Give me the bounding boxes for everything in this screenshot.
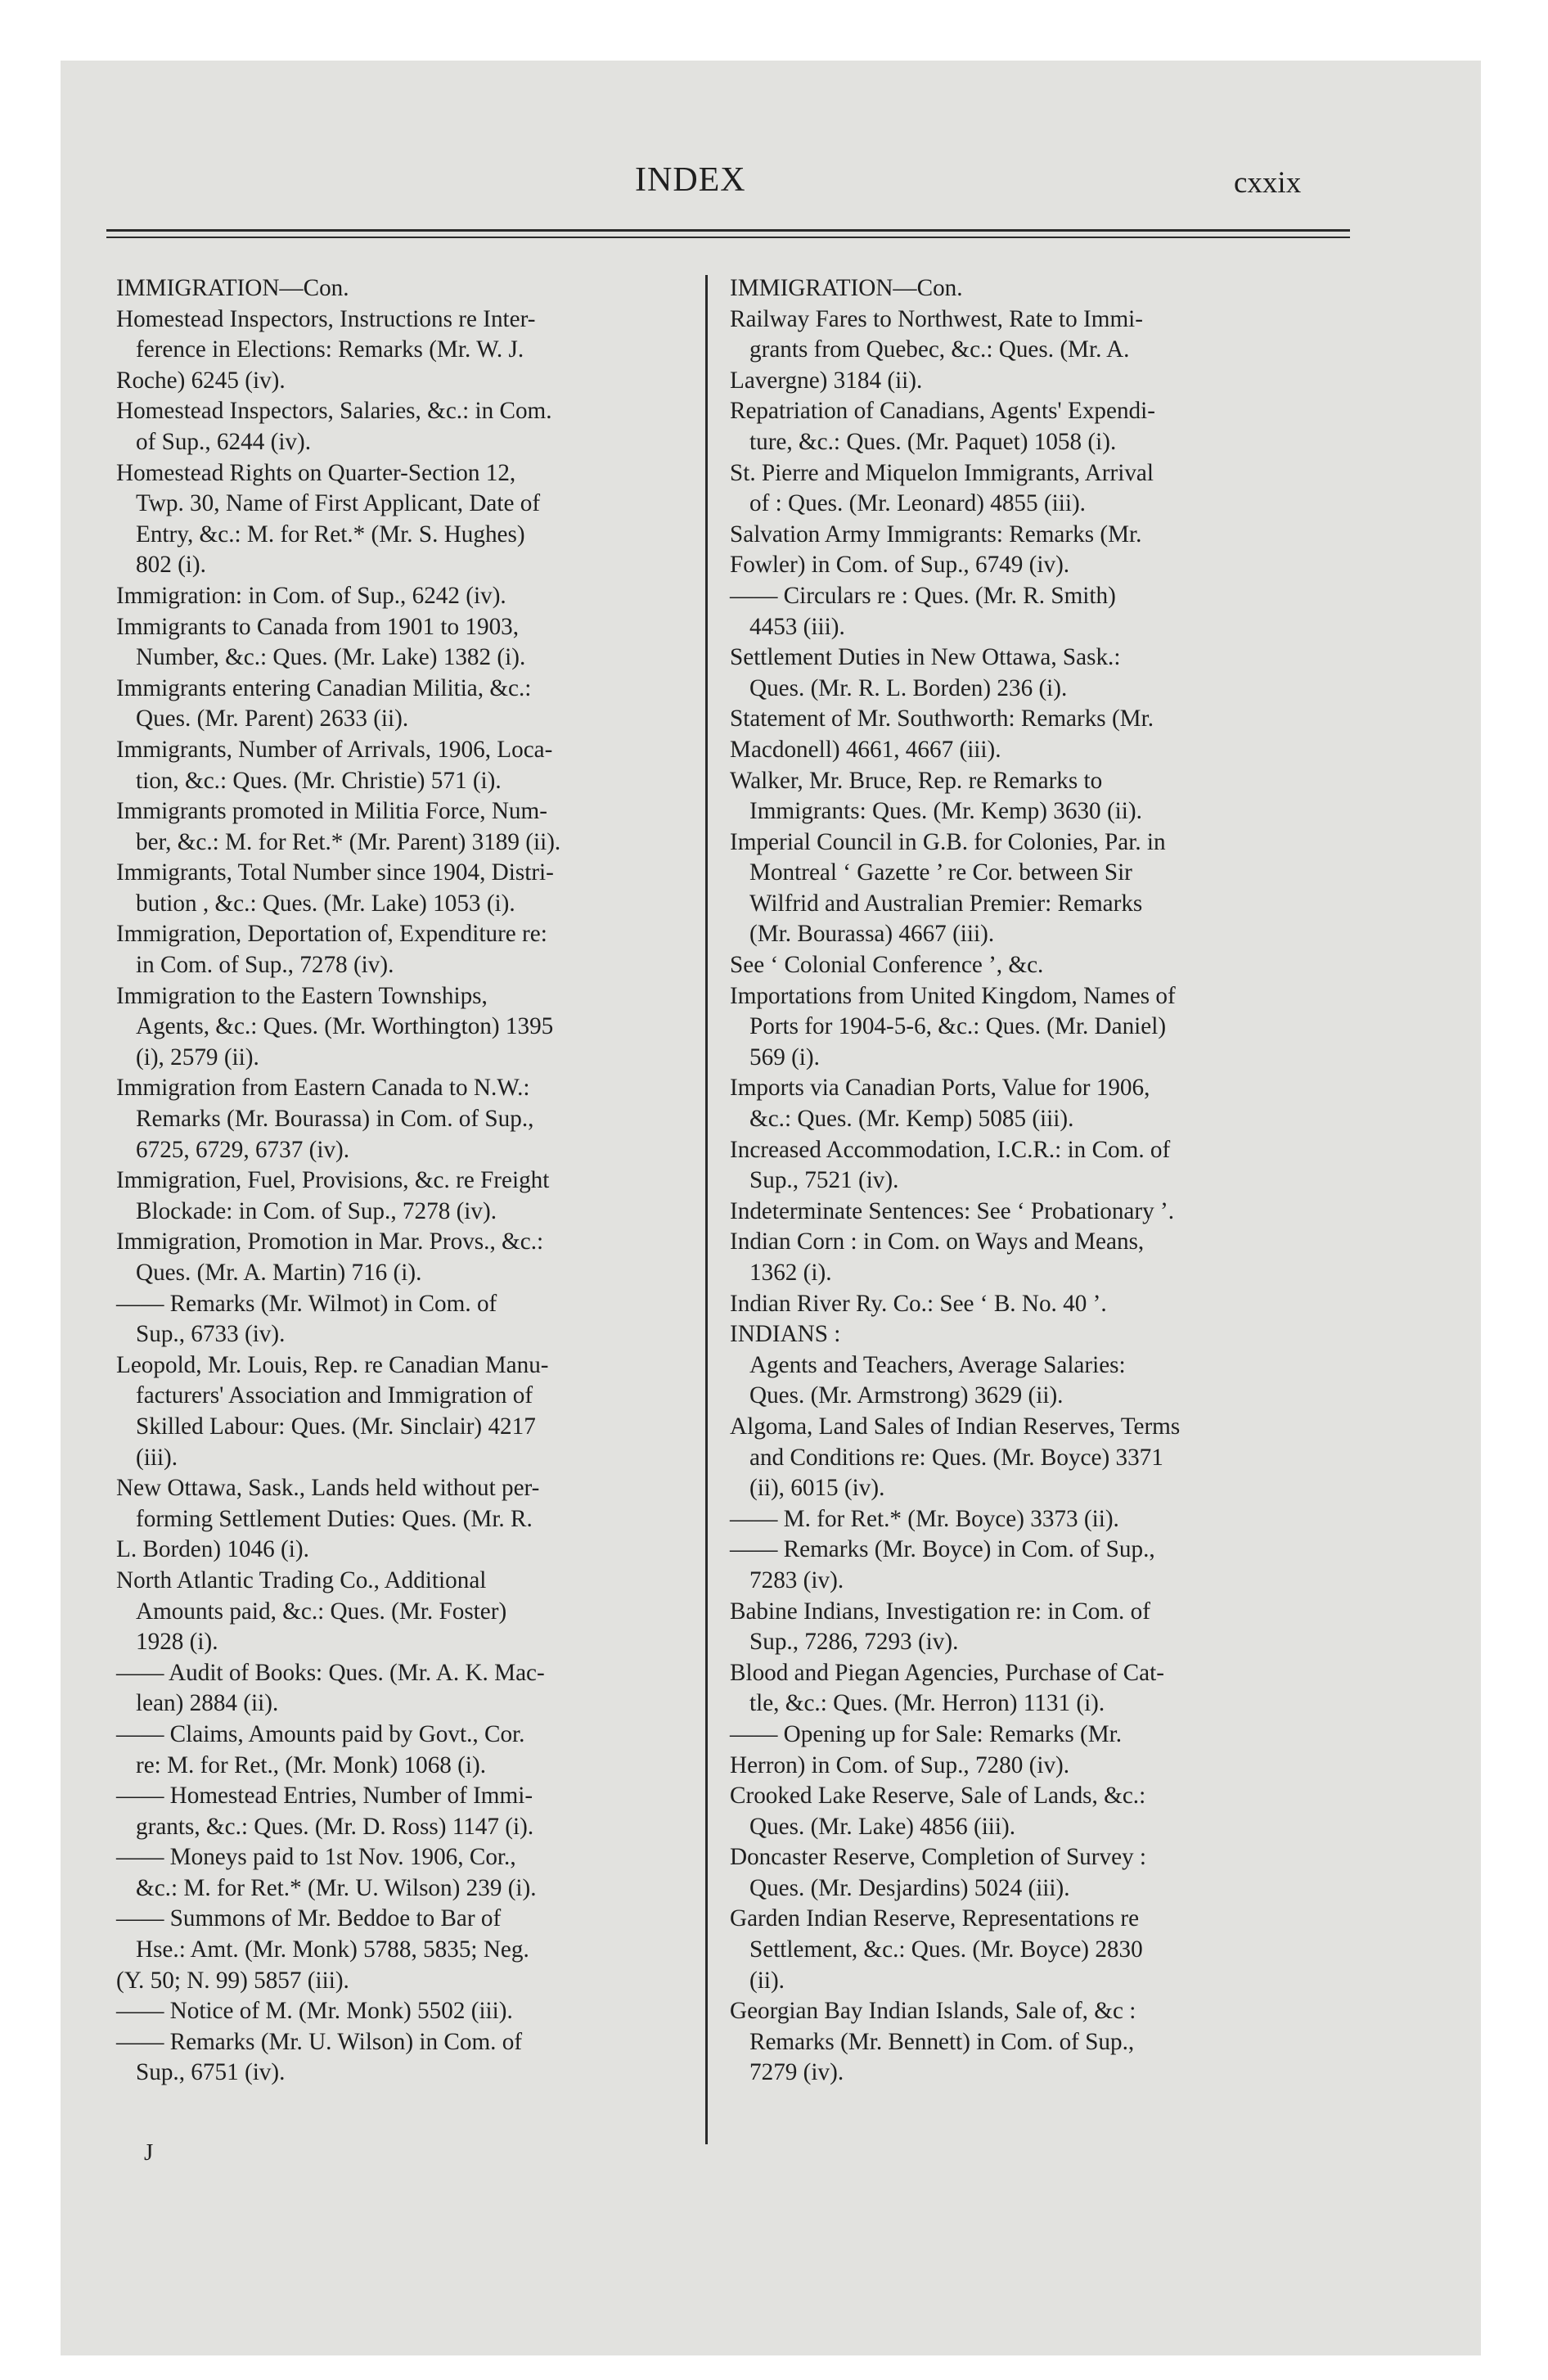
index-line: Sup., 7521 (iv). xyxy=(749,1167,899,1194)
index-line: Immigrants, Total Number since 1904, Distri- xyxy=(116,859,554,886)
index-line: Indeterminate Sentences: See ‘ Probationary ’. xyxy=(730,1197,1175,1224)
index-line: Settlement Duties in New Ottawa, Sask.: xyxy=(730,644,1121,671)
index-line: 4453 (iii). xyxy=(749,613,845,640)
index-line: of : Ques. (Mr. Leonard) 4855 (iii). xyxy=(749,490,1086,517)
index-line: INDIANS : xyxy=(730,1321,841,1348)
index-line: Herron) in Com. of Sup., 7280 (iv). xyxy=(730,1751,1070,1778)
index-line: Crooked Lake Reserve, Sale of Lands, &c.: xyxy=(730,1783,1146,1810)
index-line: tle, &c.: Ques. (Mr. Herron) 1131 (i). xyxy=(749,1690,1105,1717)
index-line: New Ottawa, Sask., Lands held without per- xyxy=(116,1475,540,1502)
header-rule-top xyxy=(106,229,1350,232)
index-line: Wilfrid and Australian Premier: Remarks xyxy=(749,890,1143,917)
index-line: Sup., 6751 (iv). xyxy=(136,2059,286,2086)
index-line: Montreal ‘ Gazette ’ re Cor. between Sir xyxy=(749,859,1132,886)
index-line: &c.: Ques. (Mr. Kemp) 5085 (iii). xyxy=(749,1106,1074,1133)
index-line: —— Opening up for Sale: Remarks (Mr. xyxy=(730,1720,1123,1747)
index-line: Immigrants entering Canadian Militia, &c.: xyxy=(116,674,532,701)
index-line: —— Audit of Books: Ques. (Mr. A. K. Mac- xyxy=(116,1659,545,1686)
index-line: Agents, &c.: Ques. (Mr. Worthington) 1395 xyxy=(136,1013,554,1040)
index-line: Repatriation of Canadians, Agents' Expendi- xyxy=(730,398,1155,425)
index-line: Ques. (Mr. Armstrong) 3629 (ii). xyxy=(749,1382,1064,1409)
index-line: —— Homestead Entries, Number of Immi- xyxy=(116,1783,533,1810)
index-line: Roche) 6245 (iv). xyxy=(116,367,286,394)
index-line: 1928 (i). xyxy=(136,1629,218,1656)
index-line: Indian River Ry. Co.: See ‘ B. No. 40 ’. xyxy=(730,1290,1107,1317)
index-line: grants, &c.: Ques. (Mr. D. Ross) 1147 (i). xyxy=(136,1813,534,1840)
signature-mark: J xyxy=(144,2139,154,2166)
index-line: Algoma, Land Sales of Indian Reserves, Terms xyxy=(730,1413,1181,1440)
index-line: and Conditions re: Ques. (Mr. Boyce) 3371 xyxy=(749,1444,1163,1471)
index-line: 7279 (iv). xyxy=(749,2059,844,2086)
index-line: Hse.: Amt. (Mr. Monk) 5788, 5835; Neg. xyxy=(136,1936,529,1963)
index-line: Imperial Council in G.B. for Colonies, Par. in xyxy=(730,828,1166,855)
index-line: —— M. for Ret.* (Mr. Boyce) 3373 (ii). xyxy=(730,1505,1119,1532)
index-line: Homestead Rights on Quarter-Section 12, xyxy=(116,459,516,486)
index-line: re: M. for Ret., (Mr. Monk) 1068 (i). xyxy=(136,1751,487,1778)
index-line: See ‘ Colonial Conference ’, &c. xyxy=(730,952,1044,979)
header-rule-bottom xyxy=(106,237,1350,238)
index-line: (Mr. Bourassa) 4667 (iii). xyxy=(749,921,995,948)
index-line: Increased Accommodation, I.C.R.: in Com. of xyxy=(730,1136,1171,1163)
index-line: Blood and Piegan Agencies, Purchase of Cat- xyxy=(730,1659,1164,1686)
index-line: Remarks (Mr. Bennett) in Com. of Sup., xyxy=(749,2028,1135,2055)
index-line: Ques. (Mr. A. Martin) 716 (i). xyxy=(136,1260,422,1286)
index-line: Number, &c.: Ques. (Mr. Lake) 1382 (i). xyxy=(136,644,526,671)
section-heading: IMMIGRATION—Con. xyxy=(116,275,349,301)
index-line: Imports via Canadian Ports, Value for 1906, xyxy=(730,1075,1150,1102)
index-line: Immigrants promoted in Militia Force, Num- xyxy=(116,798,547,825)
index-line: Homestead Inspectors, Instructions re Inter- xyxy=(116,305,536,332)
index-line: 6725, 6729, 6737 (iv). xyxy=(136,1136,350,1163)
index-column-left xyxy=(116,273,699,2089)
index-line: 7283 (iv). xyxy=(749,1566,844,1593)
index-line: Leopold, Mr. Louis, Rep. re Canadian Manu- xyxy=(116,1351,549,1378)
index-column-right xyxy=(730,273,1334,2089)
index-line: Skilled Labour: Ques. (Mr. Sinclair) 4217 xyxy=(136,1413,536,1440)
index-line: ber, &c.: M. for Ret.* (Mr. Parent) 3189 (ii). xyxy=(136,828,561,855)
index-line: Lavergne) 3184 (ii). xyxy=(730,367,923,394)
index-line: 1362 (i). xyxy=(749,1260,832,1286)
index-line: Fowler) in Com. of Sup., 6749 (iv). xyxy=(730,552,1070,579)
index-line: St. Pierre and Miquelon Immigrants, Arrival xyxy=(730,459,1154,486)
index-line: Ports for 1904-5-6, &c.: Ques. (Mr. Daniel) xyxy=(749,1013,1167,1040)
index-line: Georgian Bay Indian Islands, Sale of, &c : xyxy=(730,1998,1136,2025)
index-line: Entry, &c.: M. for Ret.* (Mr. S. Hughes) xyxy=(136,521,525,548)
page-title: INDEX xyxy=(635,161,746,199)
index-line: Remarks (Mr. Bourassa) in Com. of Sup., xyxy=(136,1106,534,1133)
index-line: Doncaster Reserve, Completion of Survey : xyxy=(730,1844,1147,1871)
index-line: Immigrants: Ques. (Mr. Kemp) 3630 (ii). xyxy=(749,798,1142,825)
index-line: Indian Corn : in Com. on Ways and Means, xyxy=(730,1228,1145,1255)
index-line: Agents and Teachers, Average Salaries: xyxy=(749,1351,1126,1378)
index-line: —— Circulars re : Ques. (Mr. R. Smith) xyxy=(730,582,1116,609)
index-line: facturers' Association and Immigration of xyxy=(136,1382,533,1409)
index-line: &c.: M. for Ret.* (Mr. U. Wilson) 239 (i). xyxy=(136,1874,537,1901)
index-line: —— Summons of Mr. Beddoe to Bar of xyxy=(116,1905,502,1932)
index-line: Ques. (Mr. R. L. Borden) 236 (i). xyxy=(749,674,1068,701)
index-line: —— Remarks (Mr. Boyce) in Com. of Sup., xyxy=(730,1536,1155,1563)
index-line: Settlement, &c.: Ques. (Mr. Boyce) 2830 xyxy=(749,1936,1143,1963)
index-line: grants from Quebec, &c.: Ques. (Mr. A. xyxy=(749,336,1130,363)
index-line: (Y. 50; N. 99) 5857 (iii). xyxy=(116,1967,349,1994)
index-line: (iii). xyxy=(136,1444,178,1471)
index-line: (ii), 6015 (iv). xyxy=(749,1475,885,1502)
index-line: (ii). xyxy=(749,1967,785,1994)
index-line: 802 (i). xyxy=(136,552,206,579)
index-line: Twp. 30, Name of First Applicant, Date of xyxy=(136,490,541,517)
index-line: Immigration from Eastern Canada to N.W.: xyxy=(116,1075,530,1102)
index-line: Immigration, Promotion in Mar. Provs., &c.: xyxy=(116,1228,544,1255)
index-line: (i), 2579 (ii). xyxy=(136,1044,259,1071)
index-line: Ques. (Mr. Parent) 2633 (ii). xyxy=(136,705,409,732)
index-line: Salvation Army Immigrants: Remarks (Mr. xyxy=(730,521,1142,548)
index-line: —— Claims, Amounts paid by Govt., Cor. xyxy=(116,1720,525,1747)
index-line: lean) 2884 (ii). xyxy=(136,1690,279,1717)
index-line: Immigrants to Canada from 1901 to 1903, xyxy=(116,613,520,640)
index-line: ture, &c.: Ques. (Mr. Paquet) 1058 (i). xyxy=(749,428,1117,455)
column-divider xyxy=(705,275,708,2144)
index-line: Sup., 7286, 7293 (iv). xyxy=(749,1629,959,1656)
index-line: North Atlantic Trading Co., Additional xyxy=(116,1566,487,1593)
index-line: Immigration: in Com. of Sup., 6242 (iv). xyxy=(116,582,506,609)
index-line: Walker, Mr. Bruce, Rep. re Remarks to xyxy=(730,767,1103,794)
index-line: —— Notice of M. (Mr. Monk) 5502 (iii). xyxy=(116,1998,513,2025)
index-line: —— Moneys paid to 1st Nov. 1906, Cor., xyxy=(116,1844,516,1871)
index-line: Importations from United Kingdom, Names of xyxy=(730,982,1176,1009)
index-line: —— Remarks (Mr. U. Wilson) in Com. of xyxy=(116,2028,523,2055)
index-line: Babine Indians, Investigation re: in Com. of xyxy=(730,1598,1150,1625)
index-line: Amounts paid, &c.: Ques. (Mr. Foster) xyxy=(136,1598,507,1625)
index-line: bution , &c.: Ques. (Mr. Lake) 1053 (i). xyxy=(136,890,515,917)
index-line: Sup., 6733 (iv). xyxy=(136,1321,286,1348)
index-line: —— Remarks (Mr. Wilmot) in Com. of xyxy=(116,1290,497,1317)
index-line: Immigrants, Number of Arrivals, 1906, Loca- xyxy=(116,736,553,763)
index-line: Ques. (Mr. Lake) 4856 (iii). xyxy=(749,1813,1016,1840)
index-line: Immigration, Deportation of, Expenditure re: xyxy=(116,921,547,948)
index-line: in Com. of Sup., 7278 (iv). xyxy=(136,952,394,979)
section-heading: IMMIGRATION—Con. xyxy=(730,275,963,301)
index-line: Macdonell) 4661, 4667 (iii). xyxy=(730,736,1001,763)
index-line: tion, &c.: Ques. (Mr. Christie) 571 (i). xyxy=(136,767,502,794)
index-line: Ques. (Mr. Desjardins) 5024 (iii). xyxy=(749,1874,1070,1901)
index-line: L. Borden) 1046 (i). xyxy=(116,1536,309,1563)
index-line: Garden Indian Reserve, Representations re xyxy=(730,1905,1140,1932)
index-line: 569 (i). xyxy=(749,1044,820,1071)
index-line: Railway Fares to Northwest, Rate to Immi- xyxy=(730,305,1144,332)
index-line: Homestead Inspectors, Salaries, &c.: in Com. xyxy=(116,398,552,425)
index-line: Statement of Mr. Southworth: Remarks (Mr. xyxy=(730,705,1154,732)
page-number: cxxix xyxy=(1234,166,1302,200)
index-line: of Sup., 6244 (iv). xyxy=(136,428,312,455)
index-line: Blockade: in Com. of Sup., 7278 (iv). xyxy=(136,1197,497,1224)
index-line: forming Settlement Duties: Ques. (Mr. R. xyxy=(136,1505,533,1532)
index-line: Immigration, Fuel, Provisions, &c. re Freight xyxy=(116,1167,550,1194)
index-line: ference in Elections: Remarks (Mr. W. J. xyxy=(136,336,524,363)
index-line: Immigration to the Eastern Townships, xyxy=(116,982,488,1009)
